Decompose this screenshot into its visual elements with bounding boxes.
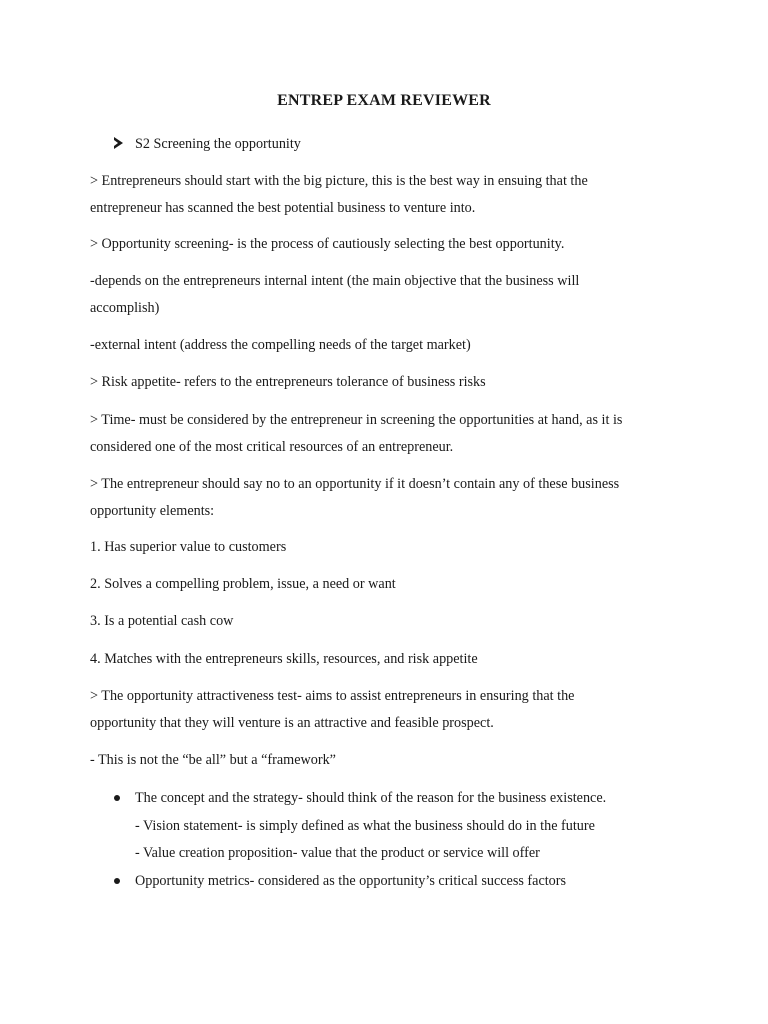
document-title: ENTREP EXAM REVIEWER [277,92,491,109]
paragraph-line: -depends on the entrepreneurs internal intent (the main objective that the business will [90,273,580,289]
paragraph-line: opportunity elements: [90,503,215,519]
paragraph-line: > Entrepreneurs should start with the big picture, this is the best way in ensuing that the [90,173,588,189]
paragraph-line: > Risk appetite- refers to the entrepreneurs tolerance of business risks [90,374,486,390]
section-heading: S2 Screening the opportunity [135,136,301,152]
paragraph-line: accomplish) [90,300,160,316]
paragraph-line: -external intent (address the compelling needs of the target market) [90,337,471,353]
bullet-dot-icon [114,795,120,801]
list-item: 1. Has superior value to customers [90,539,287,555]
paragraph-line: considered one of the most critical resources of an entrepreneur. [90,439,454,455]
bullet-item: Opportunity metrics- considered as the opportunity’s critical success factors [135,873,567,889]
arrow-bullet-icon [114,137,123,149]
bullet-item: The concept and the strategy- should think of the reason for the business existence. [135,790,607,806]
paragraph-line: opportunity that they will venture is an attractive and feasible prospect. [90,715,494,731]
paragraph-line: - This is not the “be all” but a “framework” [90,752,336,768]
paragraph-line: > Opportunity screening- is the process of cautiously selecting the best opportunity. [90,236,565,252]
list-item: 4. Matches with the entrepreneurs skills, resources, and risk appetite [90,651,478,667]
list-item: 2. Solves a compelling problem, issue, a need or want [90,576,396,592]
sub-item: - Vision statement- is simply defined as what the business should do in the future [135,818,595,834]
paragraph-line: > The entrepreneur should say no to an opportunity if it doesn’t contain any of these business [90,476,620,492]
paragraph-line: > The opportunity attractiveness test- aims to assist entrepreneurs in ensuring that the [90,688,575,704]
paragraph-line: entrepreneur has scanned the best potential business to venture into. [90,200,476,216]
list-item: 3. Is a potential cash cow [90,613,234,629]
paragraph-line: > Time- must be considered by the entrepreneur in screening the opportunities at hand, as it is [90,412,623,428]
bullet-dot-icon [114,878,120,884]
sub-item: - Value creation proposition- value that the product or service will offer [135,845,540,861]
